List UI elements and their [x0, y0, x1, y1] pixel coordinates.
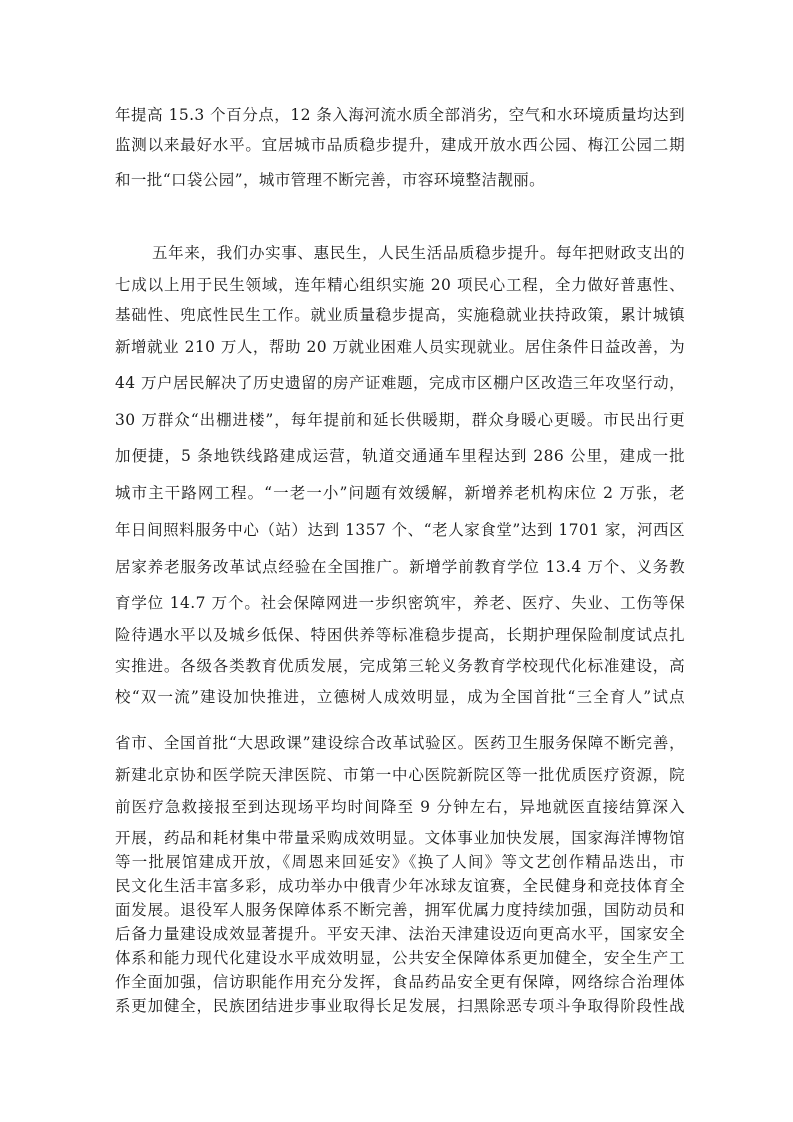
text-line: 省市、全国首批“大思政课”建设综合改革试验区。医药卫生服务保障不断完善，: [115, 734, 685, 752]
text-line: 基础性、兜底性民生工作。就业质量稳步提高，实施稳就业扶持政策，累计城镇: [115, 306, 685, 324]
text-line: 开展，药品和耗材集中带量采购成效明显。文体事业加快发展，国家海洋博物馆: [115, 829, 685, 847]
text-line: 监测以来最好水平。宜居城市品质稳步提升，建成开放水西公园、梅江公园二期: [115, 136, 685, 154]
text-line: 年日间照料服务中心（站）达到 1357 个、“老人家食堂”达到 1701 家，河西区: [115, 521, 685, 539]
text-line: 年提高 15.3 个百分点，12 条入海河流水质全部消劣，空气和水环境质量均达到: [115, 106, 685, 124]
text-line: 体系和能力现代化建设水平成效明显，公共安全保障体系更加健全，安全生产工: [115, 949, 685, 967]
text-line: 实推进。各级各类教育优质发展，完成第三轮义务教育学校现代化标准建设，高: [115, 657, 685, 675]
text-line: 城市主干路网工程。“一老一小”问题有效缓解，新增养老机构床位 2 万张，老: [115, 484, 685, 502]
text-line: 前医疗急救接报至到达现场平均时间降至 9 分钟左右，异地就医直接结算深入: [115, 798, 685, 816]
text-line: 面发展。退役军人服务保障体系不断完善，拥军优属力度持续加强，国防动员和: [115, 901, 685, 919]
text-line: 44 万户居民解决了历史遗留的房产证难题，完成市区棚户区改造三年攻坚行动，: [115, 374, 685, 392]
text-line: 等一批展馆建成开放，《周恩来回延安》《换了人间》等文艺创作精品迭出，市: [115, 853, 685, 871]
paragraph-first-line: 五年来，我们办实事、惠民生，人民生活品质稳步提升。每年把财政支出的: [152, 244, 685, 262]
text-line: 七成以上用于民生领域，连年精心组织实施 20 项民心工程，全力做好普惠性、: [115, 276, 685, 294]
text-line: 育学位 14.7 万个。社会保障网进一步织密筑牢，养老、医疗、失业、工伤等保: [115, 594, 685, 612]
text-line: 系更加健全，民族团结进步事业取得长足发展，扫黑除恶专项斗争取得阶段性战: [115, 997, 685, 1015]
text-line: 加便捷，5 条地铁线路建成运营，轨道交通通车里程达到 286 公里，建成一批: [115, 447, 685, 465]
text-line: 新建北京协和医学院天津医院、市第一中心医院新院区等一批优质医疗资源，院: [115, 766, 685, 784]
text-line: 作全面加强，信访职能作用充分发挥，食品药品安全更有保障，网络综合治理体: [115, 973, 685, 991]
text-line: 民文化生活丰富多彩，成功举办中俄青少年冰球友谊赛，全民健身和竞技体育全: [115, 877, 685, 895]
text-line: 后备力量建设成效显著提升。平安天津、法治天津建设迈向更高水平，国家安全: [115, 925, 685, 943]
text-line: 险待遇水平以及城乡低保、特困供养等标准稳步提高，长期护理保险制度试点扎: [115, 626, 685, 644]
text-line: 校“双一流”建设加快推进，立德树人成效明显，成为全国首批“三全育人”试点: [115, 688, 685, 706]
text-line: 居家养老服务改革试点经验在全国推广。新增学前教育学位 13.4 万个、义务教: [115, 558, 685, 576]
text-line: 和一批“口袋公园”，城市管理不断完善，市容环境整洁靓丽。: [115, 171, 546, 189]
text-line: 30 万群众“出棚进楼”，每年提前和延长供暖期，群众身暖心更暖。市民出行更: [115, 411, 685, 429]
text-line: 新增就业 210 万人，帮助 20 万就业困难人员实现就业。居住条件日益改善，为: [115, 338, 685, 356]
